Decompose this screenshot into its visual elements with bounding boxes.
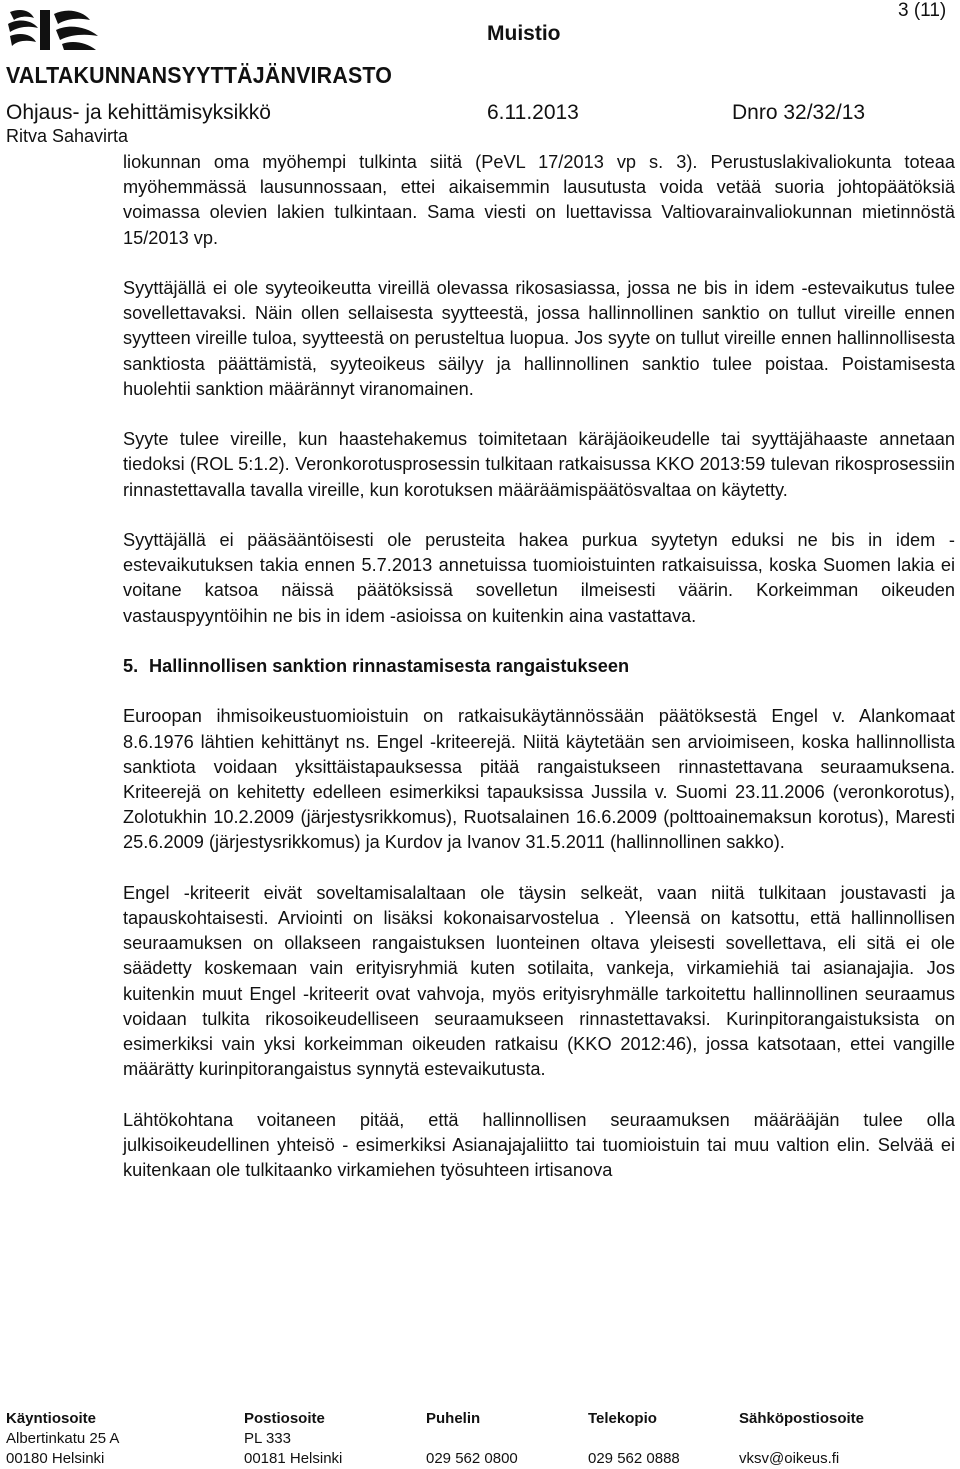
page-number: 3 (11) (898, 0, 947, 21)
agency-name: VALTAKUNNANSYYTTÄJÄNVIRASTO (6, 62, 393, 88)
section-heading (123, 654, 955, 679)
footer-email: Sähköpostiosoite vksv@oikeus.fi (739, 1410, 865, 1467)
footer-fax: Telekopio 029 562 0888 (588, 1410, 680, 1467)
document-type: Muistio (487, 22, 561, 45)
footer-postal-address: Postiosoite PL 333 00181 Helsinki (244, 1410, 343, 1467)
document-date: 6.11.2013 (487, 101, 579, 124)
email-link[interactable]: vksv@oikeus.fi (739, 1450, 840, 1467)
document-number: Dnro 32/32/13 (732, 101, 866, 124)
paragraph: Euroopan ihmisoikeustuomioistuin on ratkaisukäytännössään päätöksestä Engel v. Alankomaat 8.6.1976 lähtien kehittänyt ns. Engel -kriteerejä. Niitä käytetään sen arvioimiseen, koska hallinnollista sanktiota voidaan yksittäistapauksessa pitää rangaistukseen rinnastettavana seuraamuksena. Kriteerejä on kehitetty edelleen esimerkiksi tapauksissa Jussila v. Suomi 23.11.2006 (veronkorotus), Zolotukhin 10.2.2009 (järjestysrikkomus), Ruotsalainen 16.6.2009 (polttoainemaksun korotus), Maresti 25.6.2009 (järjestysrikkomus) ja Kurdov ja Ivanov 31.5.2011 (hallinnollinen sakko). (123, 706, 955, 853)
footer-visiting-address: Käyntiosoite Albertinkatu 25 A 00180 Helsinki (6, 1410, 120, 1467)
paragraph: Syyttäjällä ei ole syyteoikeutta vireillä olevassa rikosasiassa, jossa ne bis in idem -estevaikutus tulee sovellettavaksi. Näin ollen sellaisesta syytteestä, jossa hallinnollinen sanktio on tullut vireille ennen syytteen vireille tuloa, syytteestä on perusteltua luopua. Jos syyte on tullut vireille ennen hallinnollisesta sanktiosta päättämistä, syyteoikeus säilyy ja hallinnollinen sanktio tulee poistaa. Poistamisesta huolehtii sanktion määrännyt viranomainen. (123, 278, 955, 399)
section-title: Hallinnollisen sanktion rinnastamisesta rangaistukseen (149, 656, 630, 676)
paragraph: Syyttäjällä ei pääsääntöisesti ole perusteita hakea purkua syytetyn eduksi ne bis in idem -estevaikutuksen takia ennen 5.7.2013 annetuissa tuomioistuinten ratkaisuissa, koska Suomen lakia ei voitane katsoa näissä päätöksissä sovelletun ilmeisesti väärin. Korkeimman oikeuden vastauspyyntöihin ne bis in idem -asioissa on kuitenkin aina vastattava. (123, 530, 955, 626)
document-body (123, 150, 955, 1208)
paragraph: Syyte tulee vireille, kun haastehakemus toimitetaan käräjäoikeudelle tai syyttäjähaaste annetaan tiedoksi (ROL 5:1.2). Veronkorotusprosessin tulkitaan ratkaisussa KKO 2013:59 tulevan rikosprosessiin rinnastettavalla tavalla vireille, kun korotuksen määräämispäätösvaltaa on käytetty. (123, 429, 955, 500)
footer-phone: Puhelin 029 562 0800 (426, 1410, 518, 1467)
agency-logo-icon (6, 6, 106, 54)
paragraph: Lähtökohtana voitaneen pitää, että hallinnollisen seuraamuksen määrääjän tulee olla julkisoikeudellinen yhteisö - esimerkiksi Asianajajaliitto tai tuomioistuin tai muu valtion elin. Selvää ei kuitenkaan ole tulkitaanko virkamiehen työsuhteen irtisanova (123, 1109, 955, 1181)
unit-name: Ohjaus- ja kehittämisyksikkö (6, 101, 271, 124)
paragraph: Engel -kriteerit eivät soveltamisalaltaan ole täysin selkeät, vaan niitä tulkitaan joustavasti ja tapauskohtaisesti. Arviointi on lisäksi kokonaisarvostelua . Yleensä on katsottu, että hallinnollisen seuraamuksen on ollakseen rangaistuksen luonteinen oltava yleisesti sovellettava, eli sitä ei ole säädetty koskemaan vain erityisryhmiä kuten sotilaita, vankeja, virkamiehiä tai asianajajia. Jos kuitenkin muut Engel -kriteerit ovat vahvoja, myös erityisryhmälle tarkoitettu hallinnollinen seuraamus voidaan tulkita rikosoikeudelliseen seuraamukseen rinnastettavaksi. Kurinpitorangaistuksista on esimerkiksi vain yksi korkeimman oikeuden ratkaisu (KKO 2012:46), jossa katsotaan, ettei vangille määrätty kurinpitorangaistus synnytä estevaikutusta. (123, 882, 955, 1080)
paragraph: liokunnan oma myöhempi tulkinta siitä (PeVL 17/2013 vp s. 3). Perustuslakivaliokunta toteaa myöhemmässä lausunnossaan, ettei aikaisemmin lausutusta voida vetää suoria johtopäätöksiä voimassa olevien lakien tulkintaan. Sama viesti on luettavissa Valtiovarainvaliokunnan mietinnöstä 15/2013 vp. (123, 152, 955, 248)
section-number: 5. (123, 656, 139, 676)
author-name: Ritva Sahavirta (6, 126, 129, 146)
